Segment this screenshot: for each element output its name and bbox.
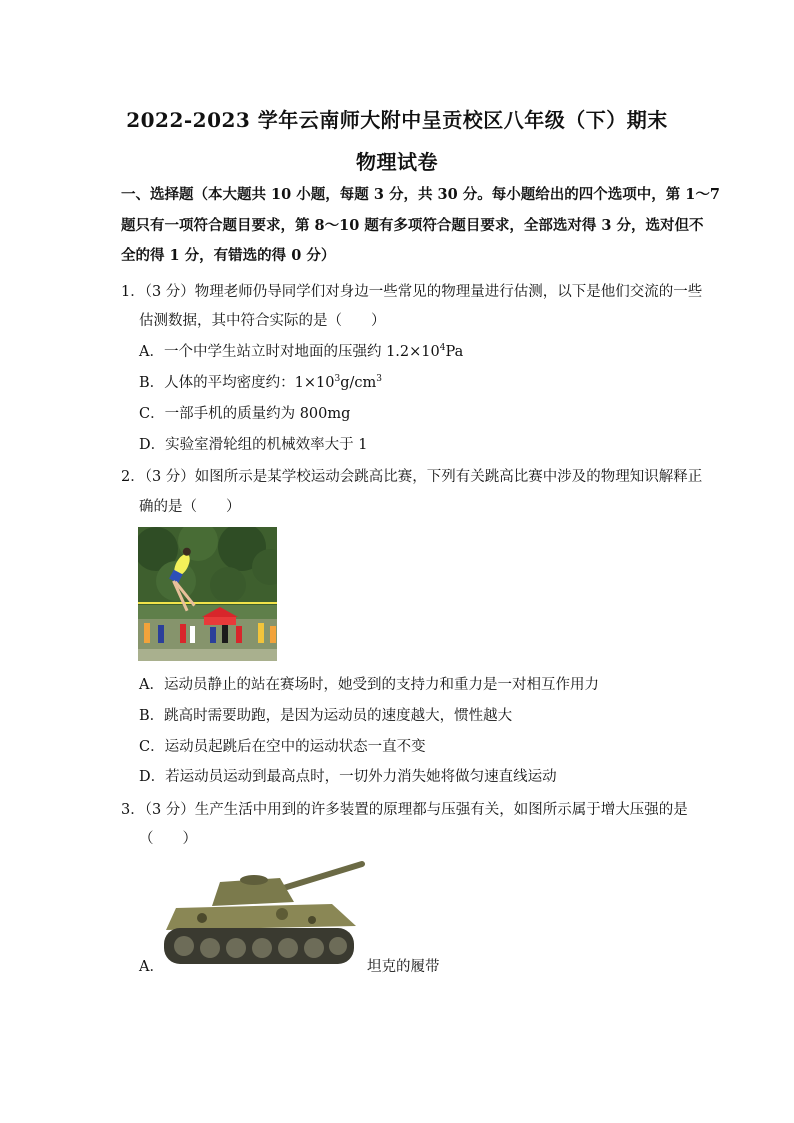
- q1-stem-line2: 估测数据，其中符合实际的是（ ）: [139, 313, 386, 329]
- q2-stem-line2: 确的是（ ）: [139, 499, 241, 515]
- q1-option-b-text: B．人体的平均密度约：1×10: [139, 375, 335, 391]
- exam-title-line1: 2022-2023 学年云南师大附中呈贡校区八年级（下）期末: [126, 108, 668, 132]
- q1-option-c: C．一部手机的质量约为 800mg: [139, 406, 351, 422]
- exam-title-line2: 物理试卷: [356, 150, 438, 174]
- q1-option-d: D．实验室滑轮组的机械效率大于 1: [139, 437, 368, 453]
- q2-option-b: B．跳高时需要助跑，是因为运动员的速度越大，惯性越大: [139, 708, 513, 724]
- q1-option-b: [139, 373, 382, 393]
- q3-stem-line1: 3．（3 分）生产生活中用到的许多装置的原理都与压强有关，如图所示属于增大压强的是: [121, 802, 688, 818]
- q1-option-a: [139, 342, 463, 362]
- q1-option-a-text: A．一个中学生站立时对地面的压强约 1.2×10: [139, 344, 440, 360]
- section-heading-line3: 全的得 1 分，有错选的得 0 分）: [121, 247, 336, 264]
- q1-option-b-exponent1: 3: [334, 374, 341, 384]
- q1-option-b-exponent2: 3: [376, 374, 382, 384]
- q1-option-a-unit: Pa: [445, 344, 464, 360]
- q2-stem-line1: 2．（3 分）如图所示是某学校运动会跳高比赛，下列有关跳高比赛中涉及的物理知识解释正: [121, 469, 703, 485]
- tank-photo: [162, 860, 366, 968]
- q3-stem-line2: （ ）: [139, 831, 197, 847]
- q1-option-a-exponent: 4: [439, 343, 446, 353]
- q1-stem-line1: 1．（3 分）物理老师仍导同学们对身边一些常见的物理量进行估测，以下是他们交流的一些: [121, 284, 703, 300]
- high-jump-photo: [138, 527, 277, 661]
- q1-option-b-unit: g/cm: [340, 375, 377, 391]
- section-heading-line2: 题只有一项符合题目要求，第 8～10 题有多项符合题目要求，全部选对得 3 分，选对但不: [121, 217, 704, 234]
- q3-option-a-caption: 坦克的履带: [367, 959, 440, 975]
- q2-option-c: C．运动员起跳后在空中的运动状态一直不变: [139, 739, 426, 755]
- q2-option-a: A．运动员静止的站在赛场时，她受到的支持力和重力是一对相互作用力: [139, 677, 599, 693]
- section-heading-line1: 一、选择题（本大题共 10 小题，每题 3 分，共 30 分。每小题给出的四个选项中，第 1～7: [121, 186, 720, 203]
- q3-option-a-label: A．: [139, 959, 164, 975]
- q2-option-d: D．若运动员运动到最高点时，一切外力消失她将做匀速直线运动: [139, 769, 557, 785]
